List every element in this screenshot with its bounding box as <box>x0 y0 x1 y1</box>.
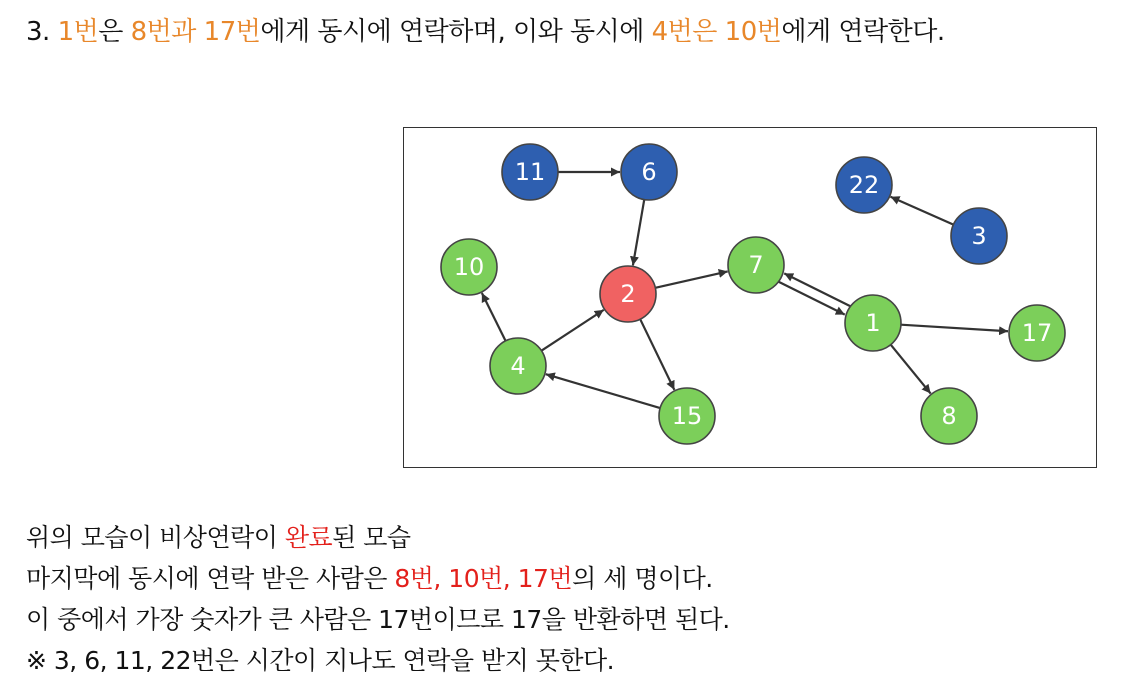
note-2-text-a: 마지막에 동시에 연락 받은 사람은 <box>26 564 395 593</box>
node-22-label: 22 <box>848 171 880 199</box>
node-1 <box>845 295 901 351</box>
edge-15-to-4 <box>546 374 660 408</box>
node-6 <box>621 144 677 200</box>
node-2-label: 2 <box>620 280 636 308</box>
heading-highlight-3: 4번은 10번 <box>651 17 782 47</box>
node-15-label: 15 <box>671 402 703 430</box>
note-1-text-a: 위의 모습이 비상연락이 <box>26 523 285 552</box>
heading-highlight-1: 1번 <box>57 17 99 47</box>
heading-text-1: 은 <box>98 17 131 47</box>
heading-text-2: 에게 동시에 연락하며, 이와 동시에 <box>260 17 652 47</box>
node-7-label: 7 <box>748 251 764 279</box>
node-1-label: 1 <box>865 309 881 337</box>
note-line-2 <box>26 562 713 596</box>
edge-2-to-15 <box>640 319 674 390</box>
note-1-emphasis: 완료 <box>284 523 333 552</box>
note-1-text-c: 된 모습 <box>332 523 411 552</box>
edge-1-to-17 <box>901 325 1008 332</box>
note-line-4: ※ 3, 6, 11, 22번은 시간이 지나도 연락을 받지 못한다. <box>26 646 615 675</box>
note-2-emphasis: 8번, 10번, 17번 <box>394 564 573 593</box>
heading <box>26 15 945 49</box>
diagram-frame <box>403 127 1097 468</box>
contact-graph <box>404 128 1095 466</box>
node-10 <box>441 239 497 295</box>
node-7 <box>728 237 784 293</box>
node-11 <box>502 144 558 200</box>
node-2 <box>600 266 656 322</box>
edge-4-to-2 <box>541 310 603 351</box>
node-17 <box>1009 305 1065 361</box>
node-4-label: 4 <box>510 352 526 380</box>
node-15 <box>659 388 715 444</box>
node-22 <box>836 157 892 213</box>
nodes-layer <box>441 144 1065 444</box>
heading-highlight-2: 8번과 17번 <box>130 17 261 47</box>
heading-text-3: 에게 연락한다. <box>781 17 945 47</box>
node-3-label: 3 <box>971 222 987 250</box>
heading-number: 3. <box>26 17 50 47</box>
node-17-label: 17 <box>1021 319 1053 347</box>
node-6-label: 6 <box>641 158 657 186</box>
note-2-text-c: 의 세 명이다. <box>572 564 713 593</box>
node-8-label: 8 <box>941 402 957 430</box>
node-4 <box>490 338 546 394</box>
node-10-label: 10 <box>453 253 485 281</box>
node-3 <box>951 208 1007 264</box>
node-8 <box>921 388 977 444</box>
edge-1-to-8 <box>891 345 931 394</box>
edge-6-to-2 <box>633 200 644 266</box>
note-line-3: 이 중에서 가장 숫자가 큰 사람은 17번이므로 17을 반환하면 된다. <box>26 605 730 634</box>
edge-3-to-22 <box>891 197 954 225</box>
note-line-1 <box>26 521 411 555</box>
node-11-label: 11 <box>514 158 546 186</box>
edge-4-to-10 <box>482 293 506 341</box>
edge-2-to-7 <box>655 271 727 287</box>
